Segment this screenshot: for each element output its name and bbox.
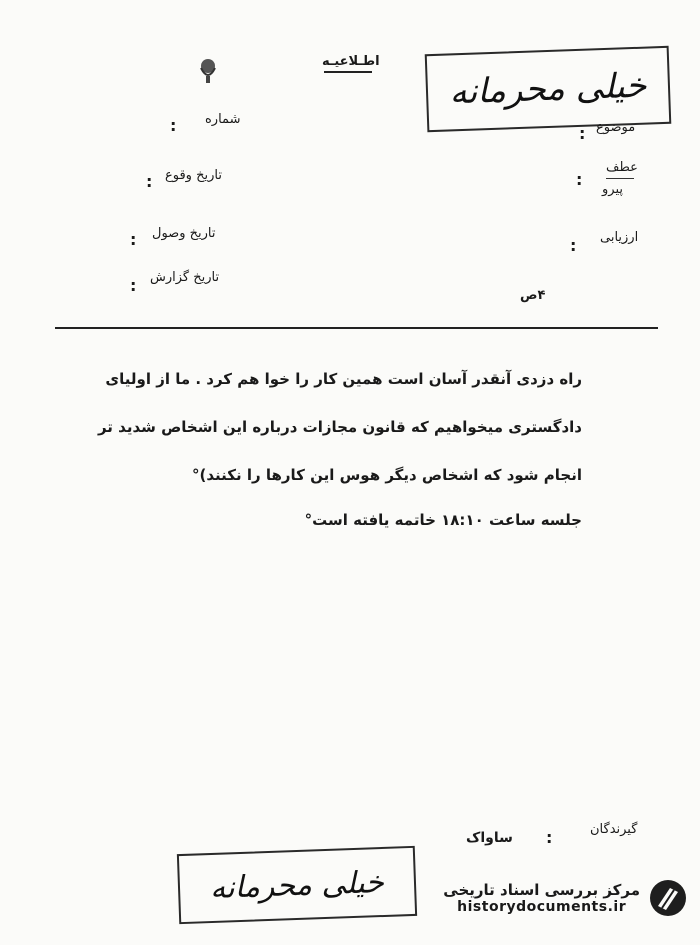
document-type: اطـلاعيـه [322, 54, 380, 69]
reference-colon: : [576, 170, 583, 189]
report-date-colon: : [130, 276, 137, 295]
evaluation-colon: : [570, 236, 577, 255]
confidential-stamp-bottom: خیلی محرمانه [177, 846, 417, 924]
event-date-label: تاریخ وقوع [165, 168, 222, 183]
number-colon: : [170, 116, 177, 135]
recipients-label: گیرندگان [590, 822, 638, 837]
arrival-date-colon: : [130, 230, 137, 249]
body-line-2: دادگستری میخواهیم که قانون مجازات درباره این اشخاص شدید تر [97, 418, 582, 436]
evaluation-label: ارزیابی [600, 230, 639, 245]
body-line-4: جلسه ساعت ۱۸:۱۰ خاتمه یافته است° [304, 511, 582, 529]
page-note: ۴ص [520, 288, 546, 303]
archive-logo-icon [648, 878, 688, 918]
reference-label: عطف [606, 160, 638, 175]
body-line-3: انجام شود که اشخاص دیگر هوس این کارها را نکنند)° [192, 466, 582, 484]
arrival-date-label: تاریخ وصول [152, 226, 216, 241]
followup-label: پیرو [602, 182, 623, 197]
number-label: شماره [205, 112, 241, 127]
watermark-title: مرکز بررسی اسناد تاریخی [443, 881, 640, 899]
header-divider [55, 327, 658, 329]
subject-label: موضوع [596, 120, 636, 135]
confidential-stamp-top: خیلی محرمانه [425, 46, 672, 132]
body-line-1: راه دزدی آنقدر آسان است همین کار را خوا هم کرد . ما از اولیای [105, 370, 582, 388]
reference-divider [606, 178, 634, 179]
watermark [443, 878, 688, 918]
watermark-url: historydocuments.ir [457, 899, 627, 915]
event-date-colon: : [146, 172, 153, 191]
recipients-colon: : [546, 828, 553, 847]
report-date-label: تاریخ گزارش [150, 270, 220, 285]
document-type-underline [324, 71, 372, 73]
emblem-icon [193, 56, 223, 86]
recipients-value: ساواک [466, 830, 513, 846]
subject-colon: : [579, 124, 586, 143]
